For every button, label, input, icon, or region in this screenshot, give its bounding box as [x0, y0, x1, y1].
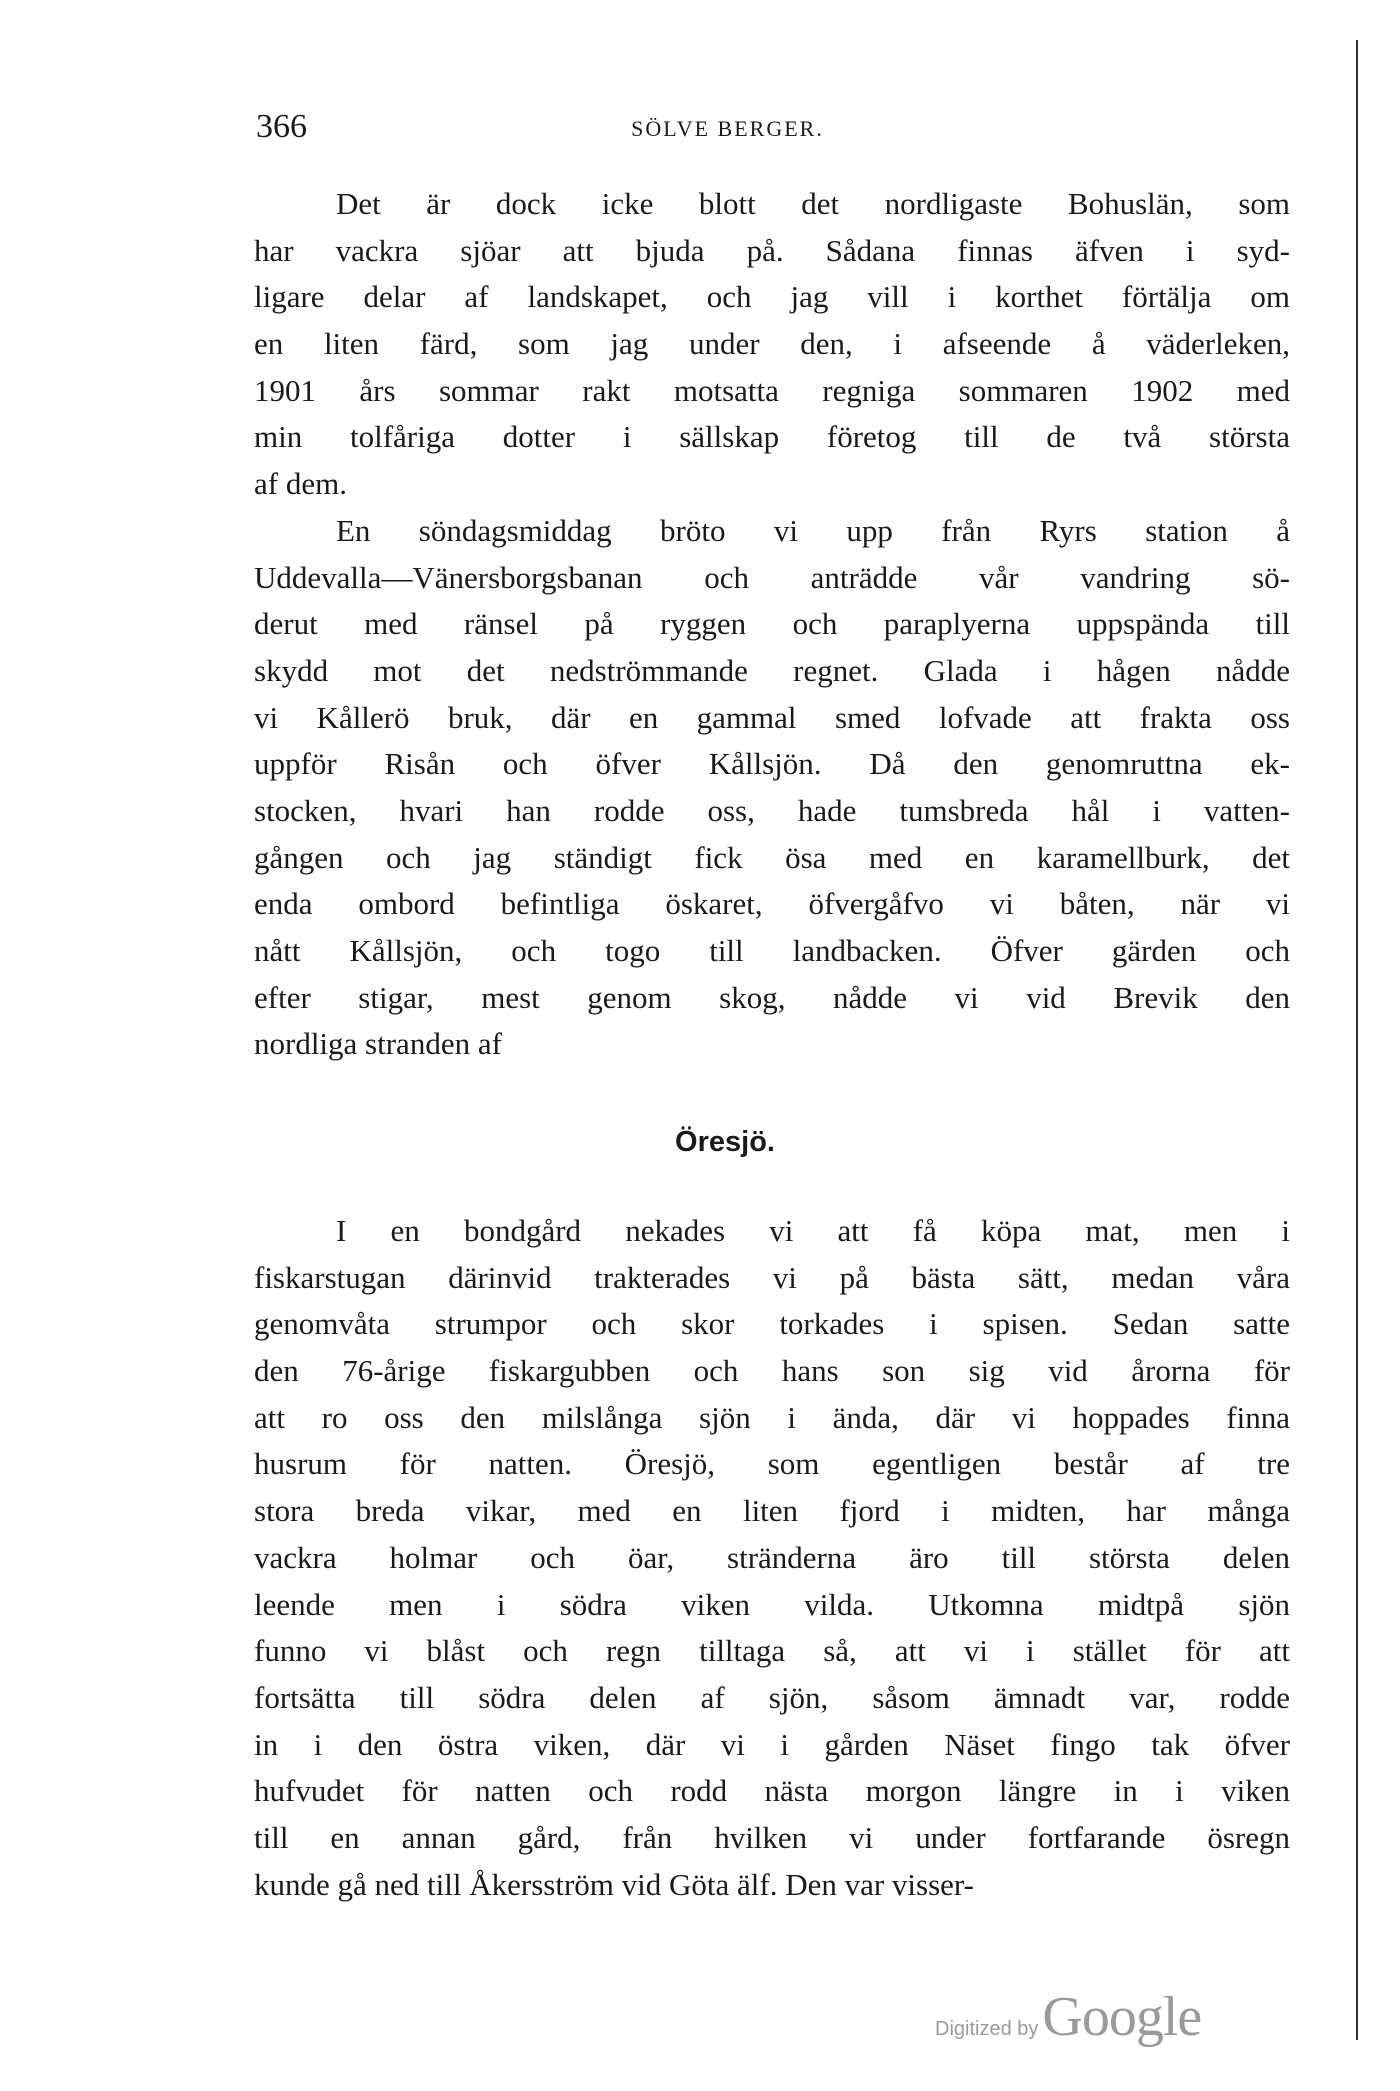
text-line: husrum för natten. Öresjö, som egentligen består af tre	[254, 1446, 1290, 1482]
text-line: Uddevalla—Vänersborgsbanan och anträdde vår vandring sö-	[254, 559, 1290, 595]
text-line: den 76-årige fiskargubben och hans son sig vid årorna för	[254, 1353, 1290, 1389]
paragraph	[254, 508, 1290, 1068]
text-line: fortsätta till södra delen af sjön, såsom ämnadt var, rodde	[254, 1679, 1290, 1715]
text-line: uppför Risån och öfver Kållsjön. Då den genomruttna ek-	[254, 746, 1290, 782]
text-block-after-heading	[254, 1208, 1290, 1908]
watermark-prefix: Digitized by	[935, 2018, 1039, 2040]
text-line: derut med ränsel på ryggen och paraplyerna uppspända till	[254, 606, 1290, 642]
text-line: gången och jag ständigt fick ösa med en karamellburk, det	[254, 839, 1290, 875]
text-line: har vackra sjöar att bjuda på. Sådana finnas äfven i syd-	[254, 232, 1290, 268]
text-line: Det är dock icke blott det nordligaste Bohuslän, som	[336, 186, 1290, 221]
page-edge-line	[1356, 40, 1358, 2040]
text-line: in i den östra viken, där vi i gården Näset fingo tak öfver	[254, 1726, 1290, 1762]
text-line: leende men i södra viken vilda. Utkomna midtpå sjön	[254, 1586, 1290, 1622]
text-line: ligare delar af landskapet, och jag vill i korthet förtälja om	[254, 279, 1290, 315]
paragraph	[254, 181, 1290, 508]
text-line: I en bondgård nekades vi att få köpa mat, men i	[336, 1213, 1290, 1248]
text-line: skydd mot det nedströmmande regnet. Glada i hågen nådde	[254, 652, 1290, 688]
watermark-brand: Google	[1042, 1986, 1202, 2048]
paragraph	[254, 1208, 1290, 1908]
text-line: att ro oss den milslånga sjön i ända, där vi hoppades finna	[254, 1399, 1290, 1435]
text-line: fiskarstugan därinvid trakterades vi på bästa sätt, medan våra	[254, 1259, 1290, 1295]
digitized-by-google-watermark	[935, 1985, 1201, 2049]
text-line: funno vi blåst och regn tilltaga så, att vi i stället för att	[254, 1633, 1290, 1669]
text-line: efter stigar, mest genom skog, nådde vi vid Brevik den	[254, 979, 1290, 1015]
text-block-before-heading	[254, 181, 1290, 1068]
text-line: stora breda vikar, med en liten fjord i midten, har många	[254, 1493, 1290, 1529]
text-line: vackra holmar och öar, stränderna äro till största delen	[254, 1539, 1290, 1575]
text-line: hufvudet för natten och rodd nästa morgon längre in i viken	[254, 1773, 1290, 1809]
text-line: en liten färd, som jag under den, i afseende å väderleken,	[254, 326, 1290, 362]
text-line: genomvåta strumpor och skor torkades i spisen. Sedan satte	[254, 1306, 1290, 1342]
text-line: af dem.	[254, 466, 347, 502]
running-title: SÖLVE BERGER.	[631, 116, 824, 141]
text-line: 1901 års sommar rakt motsatta regniga sommaren 1902 med	[254, 372, 1290, 408]
text-line: En söndagsmiddag bröto vi upp från Ryrs station å	[336, 512, 1290, 548]
text-line: enda ombord befintliga öskaret, öfvergåfvo vi båten, när vi	[254, 886, 1290, 922]
text-line: stocken, hvari han rodde oss, hade tumsbreda hål i vatten-	[254, 792, 1290, 828]
section-heading: Öresjö.	[675, 1126, 775, 1158]
text-line: vi Kållerö bruk, där en gammal smed lofvade att frakta oss	[254, 699, 1290, 735]
text-line: kunde gå ned till Åkersström vid Göta älf. Den var visser-	[254, 1866, 974, 1902]
text-line: nordliga stranden af	[254, 1026, 502, 1062]
text-line: min tolfåriga dotter i sällskap företog till de två största	[254, 419, 1290, 455]
text-line: nått Kållsjön, och togo till landbacken. Öfver gärden och	[254, 933, 1290, 968]
page-number: 366	[256, 108, 307, 145]
text-line: till en annan gård, från hvilken vi under fortfarande ösregn	[254, 1819, 1290, 1855]
